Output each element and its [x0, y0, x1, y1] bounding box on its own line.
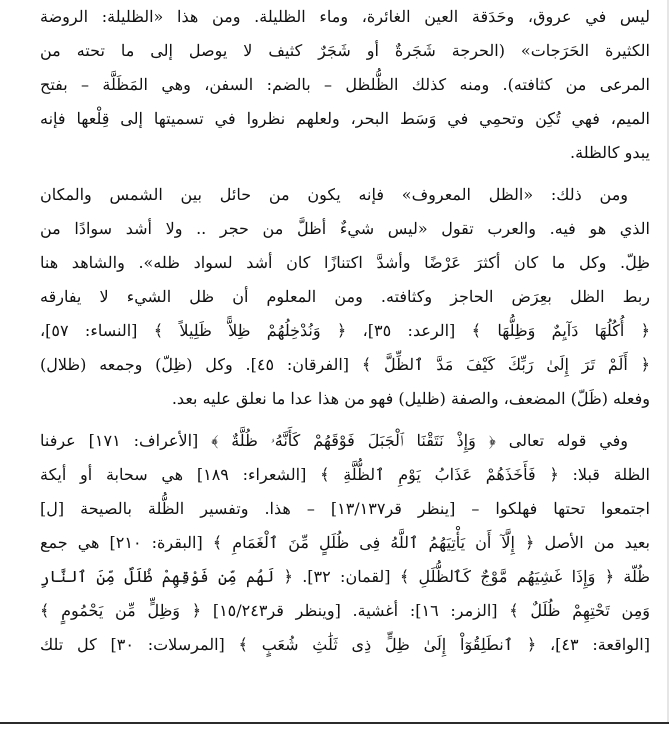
- text-line: ﴿ أُكُلُهَا دَآيِمٌ وَظِلُّهَا ﴾ [الرعد: ٣٥]، ﴿ وَنُدْخِلُهُمْ ظِلاًّ ظَلِيلاً ﴾ [النساء: ٥٧]،: [40, 321, 650, 340]
- paragraph-3: [40, 424, 650, 662]
- text-line: يبدو كالظلة.: [570, 143, 650, 162]
- text-line: المرعى من كثافته). ومنه كذلك الظُّلظل – بالضم: السفن، وهي المَظَلَّة – بفتح: [40, 75, 650, 94]
- text-line: ﴿ أَلَمْ تَرَ إِلَىٰ رَبِّكَ كَيْفَ مَدَّ ٱلظِّلَّ ﴾ [الفرقان: ٤٥]. وكل (ظِلّ) وجمعه (ظلال): [40, 355, 650, 374]
- text-line: ظِلّ. وكل ما كان أكثرَ عَرْضًا وأشدَّ اكتنازًا كان أشد لسواد ظله». والشاهد هنا: [40, 253, 650, 272]
- text-line: ومن ذلك: «الظل المعروف» فإنه يكون من حائل بين الشمس والمكان: [40, 185, 628, 204]
- text-line: وَمِن تَحْتِهِمْ ظُلَلٌ ﴾ [الزمر: ١٦]: أغشية. [وينظر قر١٥/٢٤٣] ﴿ وَظِلٍّ مِّن يَحْمُومٍ ﴾: [40, 601, 650, 620]
- page-bottom-border: [0, 722, 669, 724]
- text-line: اجتمعوا تحتها فهلكوا – [ينظر قر١٣/١٣٧] – هذا. وتفسير الظُّلة بالصيحة [ل]: [40, 499, 650, 518]
- text-line: ربط الظل بعِرَض الحاجز وكثافته. ومن المعلوم أن ظل الشيء لا يفارقه: [40, 287, 650, 306]
- text-line: وفعله (ظَلّ) المضعف، والصفة (ظليل) فهو من هذا عدا ما نعلق عليه بعد.: [171, 389, 650, 408]
- paragraph-1: [40, 0, 650, 170]
- body-text: [40, 0, 650, 662]
- text-line: ظُلّة ﴿ وَإِذَا غَشِيَهُم مَّوْجٌ كَٱلظُّلَلِ ﴾ [لقمان: ٣٢]. ﴿ لَهُم مِّن فَوْقِهِمْ ظُلَلٌ مِّنَ ٱلنَّارِ: [40, 567, 650, 586]
- text-line: بعيد من الأصل ﴿ إِلَّآ أَن يَأْتِيَهُمُ ٱللَّهُ فِى ظُلَلٍ مِّنَ ٱلْغَمَامِ ﴾ [البقرة: ٢١٠] هي جمع: [40, 533, 650, 552]
- paragraph-gap: [40, 170, 650, 178]
- paragraph-2: [40, 178, 650, 416]
- text-line: وفي قوله تعالى ﴿ وَإِذْ نَتَقْنَا ٱلْجَبَلَ فَوْقَهُمْ كَأَنَّهُۥ ظُلَّةٌ ﴾ [الأعراف: ١٧١] عرفنا: [40, 431, 629, 450]
- text-line: الذي هو فيه. والعرب تقول «ليس شيءٌ أظلَّ من حجر .. ولا أشد سوادًا من: [40, 219, 650, 238]
- paragraph-gap: [40, 416, 650, 424]
- text-line: الكثيرة الحَرَجات» (الحرجة شَجَرةٌ أو شَجَرٌ كثيف لا يوصل إلى ما تحته من: [40, 41, 650, 60]
- text-line: الظلة قبلا: ﴿ فَأَخَذَهُمْ عَذَابُ يَوْمِ ٱلظُّلَّةِ ﴾ [الشعراء: ١٨٩] هي سحابة أو أيكة: [40, 465, 650, 484]
- text-line: [الواقعة: ٤٣]، ﴿ ٱنطَلِقُوٓاْ إِلَىٰ ظِلٍّ ذِى ثَلَٰثِ شُعَبٍ ﴾ [المرسلات: ٣٠] كل تلك: [40, 635, 650, 654]
- text-line: الميم، فهي تُكِن وتحمِي في وَسَط البحر، ولعلهم نظروا في تسميتها إلى قِلْعها فإنه: [40, 109, 650, 128]
- text-line: ليس في عروق، وحَدَقة العين الغائرة، وماء الظليلة. ومن هذا «الظليلة: الروضة: [40, 7, 650, 26]
